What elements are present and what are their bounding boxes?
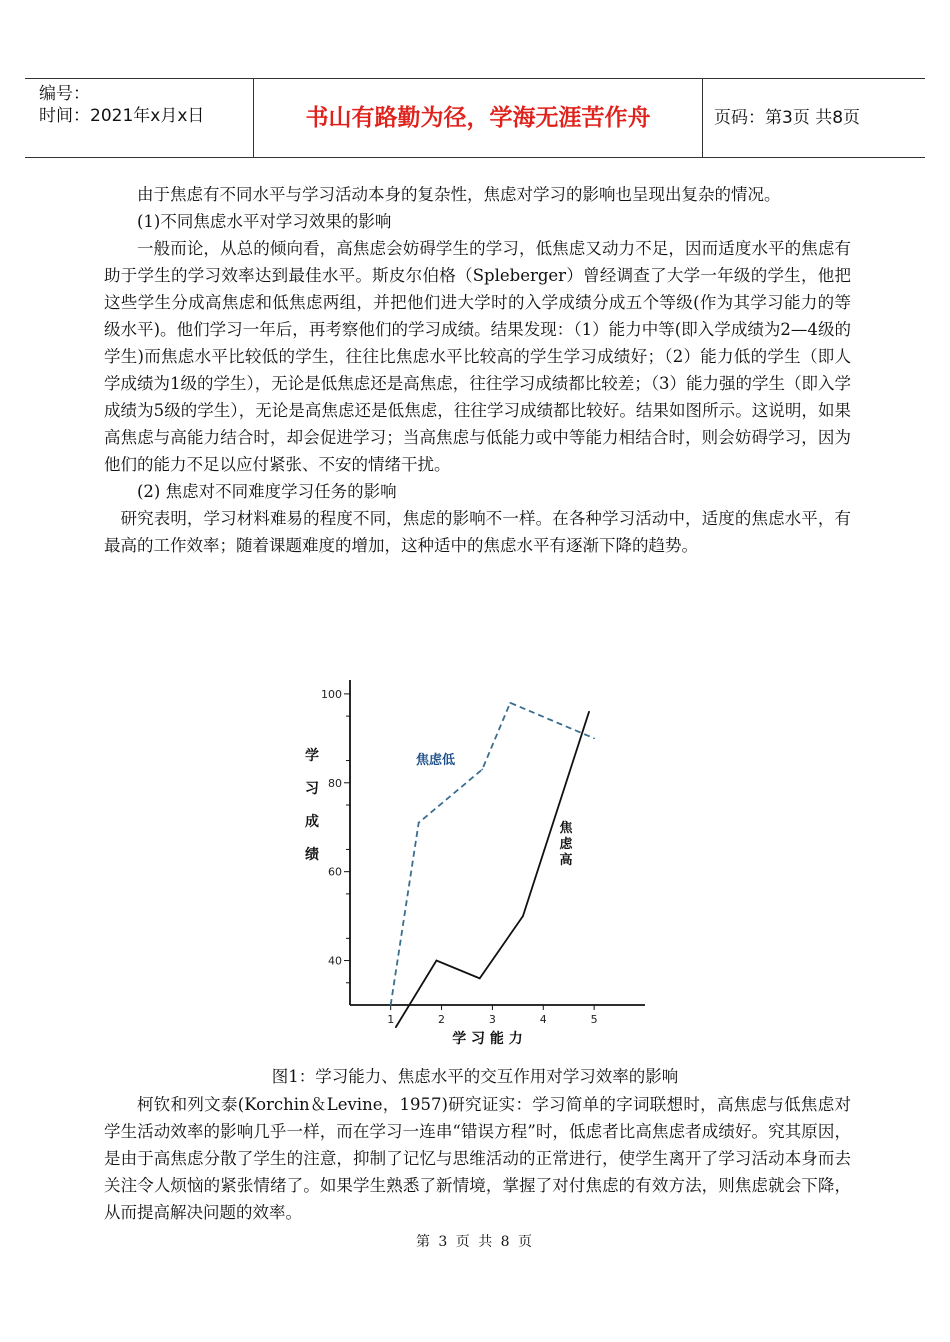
data-point [593,738,595,740]
header-motto: 书山有路勤为径，学海无涯苦作舟 [254,79,703,157]
header-page-label: 页码：第3页 共8页 [714,108,861,128]
y-tick-label: 80 [328,776,342,790]
body-text-top [104,181,851,559]
y-axis-label-char: 成 [305,814,319,830]
x-tick-label: 3 [488,1013,496,1026]
x-tick-label: 5 [590,1013,598,1026]
y-tick-label: 60 [328,865,342,879]
page-header [25,78,925,158]
y-axis-label-char: 学 [305,748,319,764]
x-tick-label: 2 [438,1013,446,1026]
data-point [436,960,438,962]
data-point [481,769,483,771]
data-point [522,915,524,917]
paragraph-korchin-levine: 柯钦和列文泰(Korchin＆Levine，1957)研究证实：学习简单的字词联想时，高焦虑与低焦虑对学生活动效率的影响几乎一样，而在学习一连串“错误方程”时，低虑者比高焦虑者成绩好。究其原因，是由于高焦虑分散了学生的注意，抑制了记忆与思维活动的正常进行，使学生离开了学习活动本身而去关注令人烦恼的紧张情绪了。如果学生熟悉了新情境，掌握了对付焦虑的有效方法，则焦虑就会下降，从而提高解决问题的效率。 [104,1095,851,1222]
section-heading-1: (1)不同焦虑水平对学习效果的影响 [137,212,392,231]
data-point [418,822,420,824]
x-axis-label: 学 习 能 力 [452,1031,523,1047]
series-label-low-anxiety: 焦虑低 [416,753,456,768]
data-point [395,1026,397,1028]
y-tick-label: 40 [328,954,342,968]
data-point [588,711,590,713]
figure-caption: 图1：学习能力、焦虑水平的交互作用对学习效率的影响 [271,1067,679,1086]
x-tick-label: 4 [539,1013,547,1026]
paragraph-difficulty: 研究表明，学习材料难易的程度不同，焦虑的影响不一样。在各种学习活动中，适度的焦虑水平，有最高的工作效率；随着课题难度的增加，这种适中的焦虑水平有逐渐下降的趋势。 [104,509,851,555]
x-tick-label: 1 [387,1013,395,1026]
series-label-high-anxiety-char: 焦 [559,821,573,836]
y-axis-label-char: 习 [305,781,319,797]
header-info-cell [25,79,254,157]
anxiety-ability-chart [290,670,660,1055]
paragraph-intro: 由于焦虑有不同水平与学习活动本身的复杂性，焦虑对学习的影响也呈现出复杂的情况。 [137,185,781,204]
series-label-high-anxiety-char: 虑 [559,837,573,852]
document-number-label: 编号： [39,84,90,104]
section-heading-2: (2) 焦虑对不同难度学习任务的影响 [137,482,397,501]
y-tick-label: 100 [321,687,342,701]
data-point [390,1004,392,1006]
page-footer: 第 3 页 共 8 页 [415,1234,535,1250]
data-point [479,978,481,980]
body-text-bottom [104,1091,851,1226]
y-axis-label-char: 绩 [305,847,319,863]
data-point [509,702,511,704]
paragraph-spielberger: 一般而论，从总的倾向看，高焦虑会妨碍学生的学习，低焦虑又动力不足，因而适度水平的焦虑有助于学生的学习效率达到最佳水平。斯皮尔伯格（Spleberger）曾经调查了大学一年级的学生，他把这些学生分成高焦虑和低焦虑两组，并把他们进大学时的入学成绩分成五个等级(作为其学习能力的等级水平)。他们学习一年后，再考察他们的学习成绩。结果发现：（1）能力中等(即入学成绩为2—4级的学生)而焦虑水平比较低的学生，往往比焦虑水平比较高的学生学习成绩好；（2）能力低的学生（即人学成绩为1级的学生），无论是低焦虑还是高焦虑，往往学习成绩都比较差；（3）能力强的学生（即入学成绩为5级的学生），无论是高焦虑还是低焦虑，往往学习成绩都比较好。结果如图所示。这说明，如果高焦虑与高能力结合时，却会促进学习；当高焦虑与低能力或中等能力相结合时，则会妨碍学习，因为他们的能力不足以应付紧张、不安的情绪干扰。 [104,239,851,474]
series-label-high-anxiety-char: 高 [559,853,573,868]
document-time-label: 时间：2021年x月x日 [39,106,205,126]
